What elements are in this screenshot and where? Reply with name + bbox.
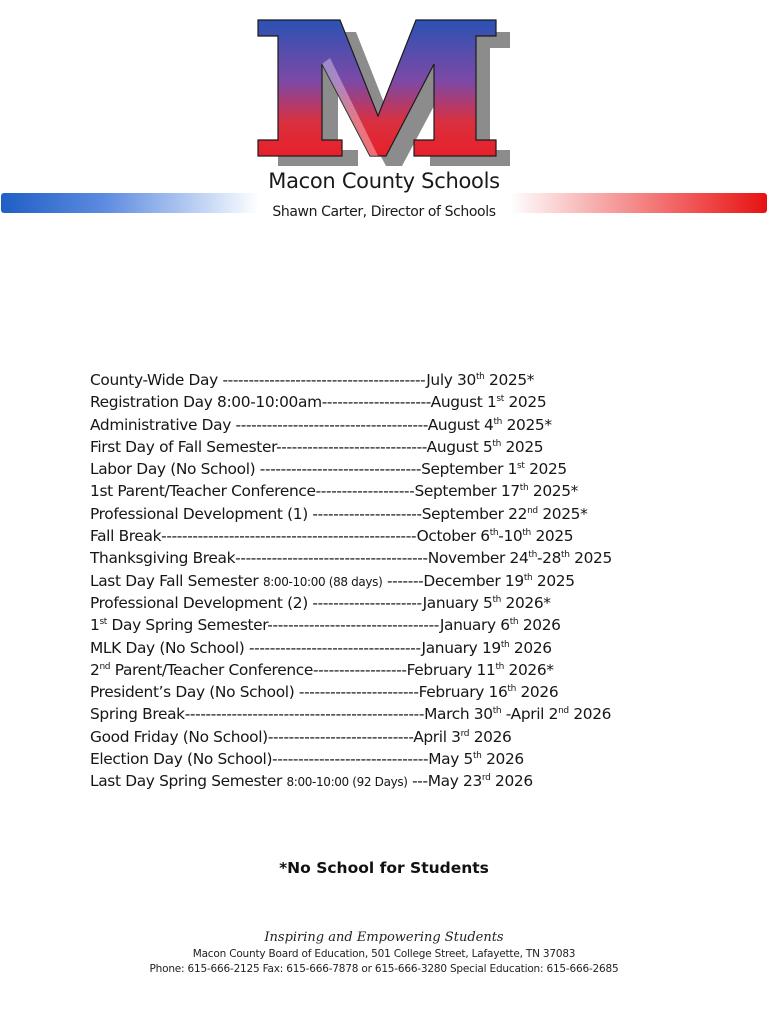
m-logo-icon xyxy=(250,18,518,170)
calendar-row-text: -April 2 xyxy=(501,705,559,724)
calendar-row-thanksgiving xyxy=(90,547,760,569)
calendar-row-text: -10 xyxy=(498,527,523,546)
calendar-row-text: Parent/Teacher Conference------------------February 11 xyxy=(110,660,496,679)
calendar-row-text: 2025* xyxy=(502,415,552,434)
calendar-row-text: th xyxy=(528,550,537,561)
calendar-row-text: 2026* xyxy=(501,593,551,612)
calendar-row-text: 2025 xyxy=(530,527,574,546)
calendar-row-text: 2025* xyxy=(484,371,535,389)
calendar-row-text: 2025* xyxy=(528,482,578,501)
calendar-row-text: th xyxy=(493,416,503,427)
calendar-row-fall-break xyxy=(90,525,760,547)
calendar-row-text: ---May 23 xyxy=(407,772,482,791)
calendar-row-text: Last Day Spring Semester xyxy=(90,772,287,791)
calendar-row-text: 2026 xyxy=(515,683,559,702)
calendar-row-text: 2025 xyxy=(500,437,544,456)
calendar-row-text: th xyxy=(522,528,531,539)
district-name: Macon County Schools xyxy=(268,169,500,193)
calendar-row-text: 2026 xyxy=(568,705,612,724)
calendar-row-spring-break xyxy=(90,703,760,725)
calendar-row-text: Professional Development (1) ---------------------September 22 xyxy=(90,504,528,523)
calendar-row-text: 8:00-10:00 (92 Days) xyxy=(286,775,408,790)
calendar-row-text: nd xyxy=(527,505,538,516)
calendar-row-text: th xyxy=(519,483,529,494)
calendar-row-first-day-fall xyxy=(90,436,760,458)
calendar-row-text: 2025 xyxy=(503,393,547,412)
calendar-row-text: Election Day (No School)------------------------------May 5 xyxy=(90,750,473,769)
calendar-row-text: th xyxy=(472,751,482,762)
calendar-row-text: 2026 xyxy=(481,750,524,769)
calendar-row-text: Good Friday (No School)----------------------------April 3 xyxy=(90,727,461,746)
calendar-row-text: 1 xyxy=(90,616,100,635)
calendar-row-text: Day Spring Semester---------------------------------January 6 xyxy=(106,616,510,635)
calendar-row-text: th xyxy=(495,661,504,672)
district-logo xyxy=(250,18,518,170)
calendar-row-text: Thanksgiving Break-------------------------------------November 24 xyxy=(90,549,529,568)
calendar-row-text: Spring Break----------------------------------------------March 30 xyxy=(90,705,493,724)
calendar-row-text: President’s Day (No School) -----------------------February 16 xyxy=(90,683,508,702)
calendar-row-registration-day xyxy=(90,391,760,413)
calendar-row-last-day-spring xyxy=(90,770,760,792)
calendar-row-text: th xyxy=(509,617,519,628)
calendar-row-text: th xyxy=(492,706,502,717)
calendar-row-first-day-spring xyxy=(90,614,760,636)
calendar-row-conference-1 xyxy=(90,480,760,502)
calendar-row-text: st xyxy=(496,394,504,405)
calendar-row-text: Last Day Fall Semester xyxy=(90,571,263,590)
calendar-row-text: County-Wide Day ---------------------------------------July 30 xyxy=(90,371,476,389)
no-school-note: *No School for Students xyxy=(279,859,489,877)
calendar-row-labor-day xyxy=(90,458,760,480)
school-calendar-list xyxy=(90,369,760,793)
calendar-row-text: 2026 xyxy=(469,727,512,746)
calendar-row-text: rd xyxy=(460,728,470,739)
calendar-row-text: Labor Day (No School) -------------------------------September 1 xyxy=(90,460,518,479)
calendar-row-text: rd xyxy=(481,773,491,784)
calendar-row-text: Registration Day 8:00-10:00am---------------------August 1 xyxy=(90,393,497,412)
calendar-row-text: 2026* xyxy=(504,660,554,679)
calendar-row-text: -------December 19 xyxy=(382,571,524,590)
calendar-row-last-day-fall xyxy=(90,570,760,592)
calendar-row-text: 8:00-10:00 (88 days) xyxy=(262,574,383,589)
calendar-row-pd-1 xyxy=(90,503,760,525)
calendar-row-conference-2 xyxy=(90,659,760,681)
calendar-row-presidents-day xyxy=(90,681,760,703)
calendar-row-text: th xyxy=(492,594,501,605)
calendar-row-text: 1st Parent/Teacher Conference-------------------September 17 xyxy=(90,482,520,501)
calendar-row-mlk-day xyxy=(90,637,760,659)
calendar-row-text: 2025 xyxy=(532,571,575,590)
calendar-row-text: 2026 xyxy=(509,638,552,657)
calendar-row-text: 2025 xyxy=(569,549,612,568)
footer-phones: Phone: 615-666-2125 Fax: 615-666-7878 or 615-666-3280 Special Education: 615-666-2685 xyxy=(149,963,619,975)
calendar-row-text: th xyxy=(489,528,499,539)
calendar-row-text: nd xyxy=(99,661,111,672)
footer-tagline: Inspiring and Empowering Students xyxy=(264,930,504,945)
calendar-row-text: 2026 xyxy=(518,616,561,635)
calendar-row-text: -28 xyxy=(536,549,562,568)
calendar-row-text: 2 xyxy=(90,660,100,679)
calendar-row-text: nd xyxy=(558,706,569,717)
calendar-row-text: th xyxy=(500,639,510,650)
calendar-row-text: Administrative Day -------------------------------------August 4 xyxy=(90,415,494,434)
calendar-row-text: th xyxy=(507,684,516,695)
calendar-row-text: 2025 xyxy=(524,460,567,479)
calendar-row-text: MLK Day (No School) ---------------------------------January 19 xyxy=(90,638,501,657)
calendar-row-administrative-day xyxy=(90,414,760,436)
director-line: Shawn Carter, Director of Schools xyxy=(272,204,496,220)
calendar-row-text: Fall Break-------------------------------------------------October 6 xyxy=(90,527,490,546)
calendar-row-text: th xyxy=(475,372,485,382)
calendar-row-text: First Day of Fall Semester-----------------------------August 5 xyxy=(90,437,493,456)
calendar-row-text: 2025* xyxy=(537,504,588,523)
calendar-row-election-day xyxy=(90,748,760,770)
calendar-row-text: st xyxy=(517,461,525,472)
calendar-row-text: th xyxy=(523,572,533,583)
calendar-row-text: th xyxy=(561,550,570,561)
footer-address: Macon County Board of Education, 501 College Street, Lafayette, TN 37083 xyxy=(192,948,576,960)
calendar-row-text: st xyxy=(99,617,107,628)
calendar-row-county-wide-day xyxy=(90,369,760,391)
calendar-row-text: Professional Development (2) ---------------------January 5 xyxy=(90,593,493,612)
calendar-row-good-friday xyxy=(90,726,760,748)
calendar-row-pd-2 xyxy=(90,592,760,614)
calendar-row-text: 2026 xyxy=(490,772,533,791)
calendar-row-text: th xyxy=(492,438,501,449)
